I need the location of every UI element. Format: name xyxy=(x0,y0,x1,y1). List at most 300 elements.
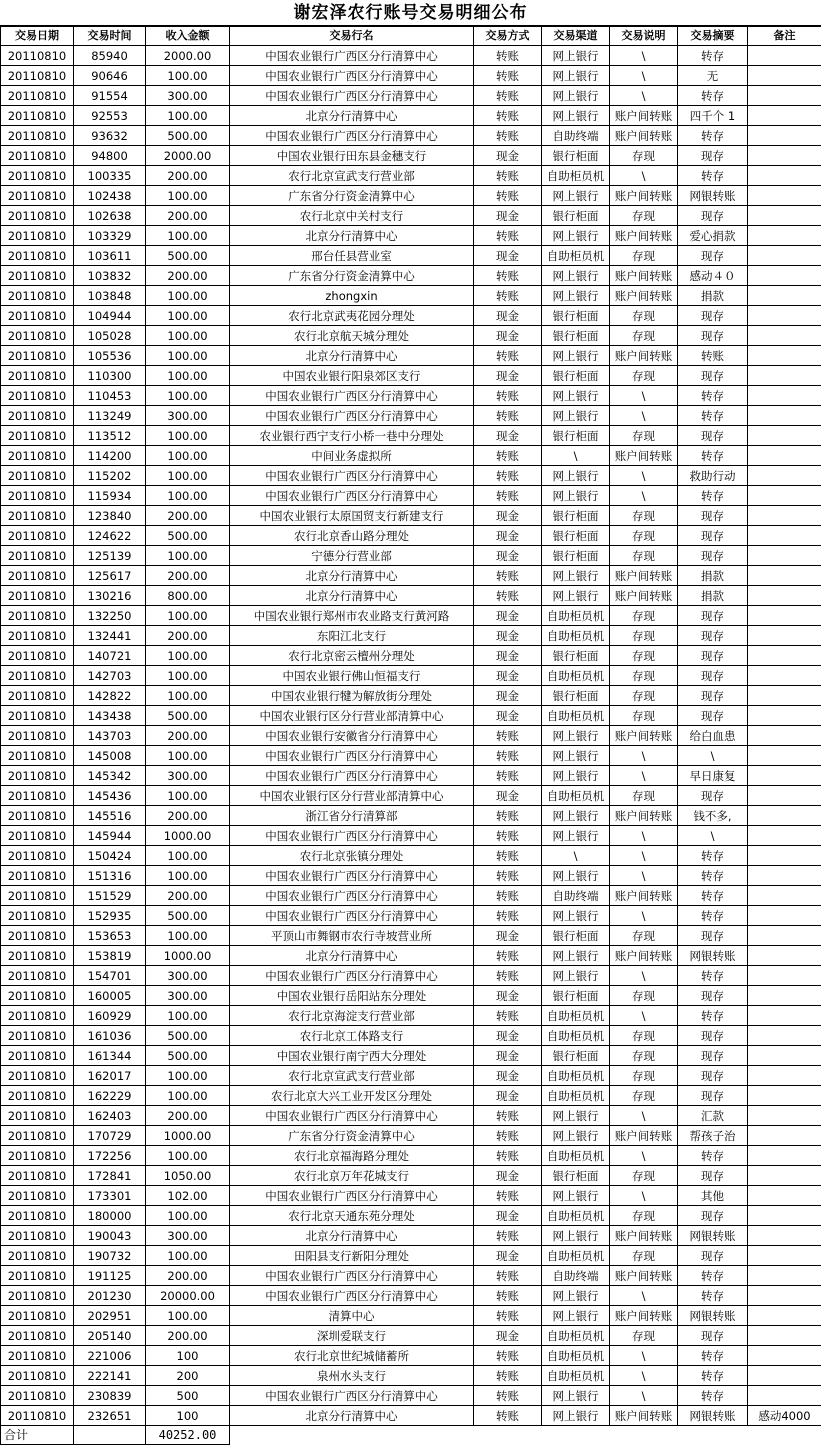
summary-cell: \ xyxy=(678,826,748,846)
channel-cell: 网上银行 xyxy=(542,66,610,86)
table-row xyxy=(1,1286,821,1306)
time-cell: 162017 xyxy=(74,1066,146,1086)
time-cell: 190732 xyxy=(74,1246,146,1266)
channel-cell: 自助柜员机 xyxy=(542,1326,610,1346)
bank-name-cell: 宁德分行营业部 xyxy=(230,546,474,566)
remark-cell xyxy=(748,846,821,866)
method-cell: 转账 xyxy=(474,846,542,866)
date-cell: 20110810 xyxy=(1,1046,74,1066)
channel-cell: \ xyxy=(542,446,610,466)
description-cell: 存现 xyxy=(610,1026,678,1046)
bank-name-cell: 东阳江北支行 xyxy=(230,626,474,646)
summary-cell: 现存 xyxy=(678,926,748,946)
method-cell: 现金 xyxy=(474,506,542,526)
method-cell: 现金 xyxy=(474,786,542,806)
time-cell: 221006 xyxy=(74,1346,146,1366)
amount-cell: 100.00 xyxy=(146,846,230,866)
bank-name-cell: 平顶山市舞钢市农行寺坡营业所 xyxy=(230,926,474,946)
channel-cell: 银行柜面 xyxy=(542,686,610,706)
method-cell: 现金 xyxy=(474,986,542,1006)
amount-cell: 200.00 xyxy=(146,506,230,526)
table-row xyxy=(1,1086,821,1106)
time-cell: 103832 xyxy=(74,266,146,286)
description-cell: \ xyxy=(610,1006,678,1026)
date-cell: 20110810 xyxy=(1,106,74,126)
summary-cell: 现存 xyxy=(678,986,748,1006)
description-cell: 存现 xyxy=(610,326,678,346)
channel-cell: 自助柜员机 xyxy=(542,1086,610,1106)
remark-cell xyxy=(748,606,821,626)
bank-name-cell: 北京分行清算中心 xyxy=(230,1226,474,1246)
amount-cell: 100.00 xyxy=(146,426,230,446)
method-cell: 转账 xyxy=(474,1406,542,1426)
date-cell: 20110810 xyxy=(1,686,74,706)
remark-cell xyxy=(748,266,821,286)
amount-cell: 20000.00 xyxy=(146,1286,230,1306)
description-cell: 存现 xyxy=(610,1066,678,1086)
date-cell: 20110810 xyxy=(1,946,74,966)
bank-name-cell: 北京分行清算中心 xyxy=(230,346,474,366)
method-cell: 现金 xyxy=(474,426,542,446)
description-cell: 账户间转账 xyxy=(610,106,678,126)
amount-cell: 300.00 xyxy=(146,986,230,1006)
description-cell: 存现 xyxy=(610,546,678,566)
channel-cell: 自助柜员机 xyxy=(542,1006,610,1026)
remark-cell xyxy=(748,806,821,826)
channel-cell: 网上银行 xyxy=(542,766,610,786)
bank-name-cell: 中国农业银行广西区分行清算中心 xyxy=(230,866,474,886)
remark-cell xyxy=(748,786,821,806)
date-cell: 20110810 xyxy=(1,1106,74,1126)
time-cell: 114200 xyxy=(74,446,146,466)
method-cell: 转账 xyxy=(474,886,542,906)
date-cell: 20110810 xyxy=(1,1366,74,1386)
summary-cell: 转存 xyxy=(678,866,748,886)
remark-cell xyxy=(748,1106,821,1126)
channel-cell: 网上银行 xyxy=(542,566,610,586)
table-row xyxy=(1,1186,821,1206)
table-row xyxy=(1,266,821,286)
amount-cell: 300.00 xyxy=(146,766,230,786)
channel-cell: 网上银行 xyxy=(542,906,610,926)
table-row xyxy=(1,946,821,966)
amount-cell: 100.00 xyxy=(146,1086,230,1106)
description-cell: 账户间转账 xyxy=(610,566,678,586)
time-cell: 110300 xyxy=(74,366,146,386)
header-date: 交易日期 xyxy=(1,27,74,46)
date-cell: 20110810 xyxy=(1,866,74,886)
summary-cell: 转存 xyxy=(678,1346,748,1366)
bank-name-cell: 北京分行清算中心 xyxy=(230,566,474,586)
table-row xyxy=(1,326,821,346)
summary-cell: 现存 xyxy=(678,1086,748,1106)
remark-cell xyxy=(748,86,821,106)
table-row xyxy=(1,66,821,86)
amount-cell: 1000.00 xyxy=(146,826,230,846)
description-cell: 账户间转账 xyxy=(610,126,678,146)
time-cell: 142703 xyxy=(74,666,146,686)
summary-cell: 转存 xyxy=(678,1266,748,1286)
remark-cell xyxy=(748,346,821,366)
method-cell: 转账 xyxy=(474,766,542,786)
method-cell: 转账 xyxy=(474,1286,542,1306)
date-cell: 20110810 xyxy=(1,66,74,86)
method-cell: 现金 xyxy=(474,686,542,706)
table-row xyxy=(1,1386,821,1406)
channel-cell: 自助柜员机 xyxy=(542,1206,610,1226)
remark-cell xyxy=(748,1266,821,1286)
remark-cell xyxy=(748,1226,821,1246)
bank-name-cell: 农业银行西宁支行小桥一巷中分理处 xyxy=(230,426,474,446)
amount-cell: 100.00 xyxy=(146,346,230,366)
description-cell: 账户间转账 xyxy=(610,946,678,966)
description-cell: \ xyxy=(610,46,678,66)
channel-cell: 自助柜员机 xyxy=(542,706,610,726)
description-cell: \ xyxy=(610,1366,678,1386)
description-cell: \ xyxy=(610,486,678,506)
description-cell: 存现 xyxy=(610,366,678,386)
channel-cell: 网上银行 xyxy=(542,386,610,406)
table-row xyxy=(1,426,821,446)
amount-cell: 500.00 xyxy=(146,1026,230,1046)
remark-cell xyxy=(748,646,821,666)
amount-cell: 1000.00 xyxy=(146,1126,230,1146)
method-cell: 转账 xyxy=(474,126,542,146)
bank-name-cell: 清算中心 xyxy=(230,1306,474,1326)
remark-cell: 感动4000 xyxy=(748,1406,821,1426)
description-cell: 存现 xyxy=(610,666,678,686)
description-cell: \ xyxy=(610,1346,678,1366)
table-row xyxy=(1,1146,821,1166)
table-row xyxy=(1,1126,821,1146)
date-cell: 20110810 xyxy=(1,426,74,446)
description-cell: \ xyxy=(610,166,678,186)
remark-cell xyxy=(748,146,821,166)
channel-cell: 银行柜面 xyxy=(542,926,610,946)
table-row xyxy=(1,926,821,946)
table-row xyxy=(1,206,821,226)
table-row xyxy=(1,1306,821,1326)
channel-cell: 银行柜面 xyxy=(542,526,610,546)
total-empty-cell xyxy=(74,1426,146,1445)
table-row xyxy=(1,806,821,826)
summary-cell: 救助行动 xyxy=(678,466,748,486)
table-row xyxy=(1,786,821,806)
amount-cell: 100.00 xyxy=(146,786,230,806)
table-row xyxy=(1,746,821,766)
amount-cell: 100.00 xyxy=(146,386,230,406)
time-cell: 172256 xyxy=(74,1146,146,1166)
description-cell: 存现 xyxy=(610,526,678,546)
table-row xyxy=(1,1226,821,1246)
remark-cell xyxy=(748,466,821,486)
description-cell: 存现 xyxy=(610,206,678,226)
channel-cell: 网上银行 xyxy=(542,486,610,506)
date-cell: 20110810 xyxy=(1,1126,74,1146)
bank-name-cell: 中间业务虚拟所 xyxy=(230,446,474,466)
description-cell: 账户间转账 xyxy=(610,286,678,306)
table-row xyxy=(1,646,821,666)
time-cell: 145516 xyxy=(74,806,146,826)
channel-cell: 网上银行 xyxy=(542,346,610,366)
description-cell: 账户间转账 xyxy=(610,1306,678,1326)
remark-cell xyxy=(748,486,821,506)
method-cell: 转账 xyxy=(474,1106,542,1126)
remark-cell xyxy=(748,386,821,406)
bank-name-cell: 中国农业银行广西区分行清算中心 xyxy=(230,1286,474,1306)
bank-name-cell: 农行北京航天城分理处 xyxy=(230,326,474,346)
time-cell: 145342 xyxy=(74,766,146,786)
remark-cell xyxy=(748,686,821,706)
summary-cell: 转存 xyxy=(678,86,748,106)
table-row xyxy=(1,466,821,486)
time-cell: 103611 xyxy=(74,246,146,266)
table-row xyxy=(1,726,821,746)
time-cell: 161344 xyxy=(74,1046,146,1066)
summary-cell: 现存 xyxy=(678,606,748,626)
table-row xyxy=(1,706,821,726)
table-row xyxy=(1,386,821,406)
channel-cell: 银行柜面 xyxy=(542,1046,610,1066)
description-cell: \ xyxy=(610,746,678,766)
bank-name-cell: 中国农业银行广西区分行清算中心 xyxy=(230,886,474,906)
date-cell: 20110810 xyxy=(1,286,74,306)
bank-name-cell: 浙江省分行清算部 xyxy=(230,806,474,826)
table-row xyxy=(1,546,821,566)
bank-name-cell: 农行北京福海路分理处 xyxy=(230,1146,474,1166)
channel-cell: 银行柜面 xyxy=(542,506,610,526)
remark-cell xyxy=(748,1366,821,1386)
remark-cell xyxy=(748,1386,821,1406)
table-row xyxy=(1,1406,821,1426)
method-cell: 转账 xyxy=(474,586,542,606)
date-cell: 20110810 xyxy=(1,1386,74,1406)
time-cell: 180000 xyxy=(74,1206,146,1226)
remark-cell xyxy=(748,1186,821,1206)
method-cell: 现金 xyxy=(474,246,542,266)
date-cell: 20110810 xyxy=(1,1006,74,1026)
description-cell: 存现 xyxy=(610,646,678,666)
method-cell: 转账 xyxy=(474,946,542,966)
description-cell: 账户间转账 xyxy=(610,726,678,746)
bank-name-cell: 农行北京天通东苑分理处 xyxy=(230,1206,474,1226)
amount-cell: 100.00 xyxy=(146,686,230,706)
amount-cell: 200.00 xyxy=(146,166,230,186)
date-cell: 20110810 xyxy=(1,846,74,866)
amount-cell: 2000.00 xyxy=(146,46,230,66)
remark-cell xyxy=(748,666,821,686)
channel-cell: 自助柜员机 xyxy=(542,606,610,626)
description-cell: 账户间转账 xyxy=(610,266,678,286)
date-cell: 20110810 xyxy=(1,806,74,826)
bank-name-cell: 农行北京宣武支行营业部 xyxy=(230,1066,474,1086)
summary-cell: 汇款 xyxy=(678,1106,748,1126)
bank-name-cell: 中国农业银行区分行营业部清算中心 xyxy=(230,706,474,726)
summary-cell: 现存 xyxy=(678,306,748,326)
time-cell: 154701 xyxy=(74,966,146,986)
table-row xyxy=(1,246,821,266)
date-cell: 20110810 xyxy=(1,546,74,566)
method-cell: 转账 xyxy=(474,1306,542,1326)
time-cell: 151529 xyxy=(74,886,146,906)
time-cell: 152935 xyxy=(74,906,146,926)
bank-name-cell: 邢台任县营业室 xyxy=(230,246,474,266)
channel-cell: 网上银行 xyxy=(542,866,610,886)
summary-cell: 转存 xyxy=(678,966,748,986)
channel-cell: 网上银行 xyxy=(542,1226,610,1246)
amount-cell: 100 xyxy=(146,1346,230,1366)
description-cell: 账户间转账 xyxy=(610,446,678,466)
bank-name-cell: 中国农业银行广西区分行清算中心 xyxy=(230,66,474,86)
date-cell: 20110810 xyxy=(1,206,74,226)
time-cell: 124622 xyxy=(74,526,146,546)
table-row xyxy=(1,1166,821,1186)
time-cell: 222141 xyxy=(74,1366,146,1386)
channel-cell: 银行柜面 xyxy=(542,146,610,166)
method-cell: 现金 xyxy=(474,546,542,566)
date-cell: 20110810 xyxy=(1,1326,74,1346)
amount-cell: 100.00 xyxy=(146,606,230,626)
date-cell: 20110810 xyxy=(1,366,74,386)
description-cell: 存现 xyxy=(610,926,678,946)
summary-cell: 转存 xyxy=(678,846,748,866)
summary-cell: 现存 xyxy=(678,626,748,646)
amount-cell: 102.00 xyxy=(146,1186,230,1206)
amount-cell: 500.00 xyxy=(146,1046,230,1066)
description-cell: 存现 xyxy=(610,986,678,1006)
date-cell: 20110810 xyxy=(1,126,74,146)
amount-cell: 100.00 xyxy=(146,466,230,486)
sheet-title: 谢宏泽农行账号交易明细公布 xyxy=(0,0,821,26)
summary-cell: 转存 xyxy=(678,886,748,906)
channel-cell: 自助柜员机 xyxy=(542,1246,610,1266)
amount-cell: 100.00 xyxy=(146,446,230,466)
description-cell: 存现 xyxy=(610,306,678,326)
summary-cell: 现存 xyxy=(678,1066,748,1086)
date-cell: 20110810 xyxy=(1,986,74,1006)
method-cell: 转账 xyxy=(474,486,542,506)
method-cell: 现金 xyxy=(474,1026,542,1046)
date-cell: 20110810 xyxy=(1,826,74,846)
summary-cell: 爱心捐款 xyxy=(678,226,748,246)
total-row xyxy=(1,1426,821,1445)
time-cell: 201230 xyxy=(74,1286,146,1306)
bank-name-cell: 中国农业银行广西区分行清算中心 xyxy=(230,486,474,506)
method-cell: 现金 xyxy=(474,366,542,386)
date-cell: 20110810 xyxy=(1,1026,74,1046)
table-row xyxy=(1,826,821,846)
method-cell: 现金 xyxy=(474,646,542,666)
method-cell: 转账 xyxy=(474,1366,542,1386)
table-row xyxy=(1,126,821,146)
bank-name-cell: 农行北京宣武支行营业部 xyxy=(230,166,474,186)
date-cell: 20110810 xyxy=(1,886,74,906)
description-cell: 存现 xyxy=(610,1166,678,1186)
bank-name-cell: 田阳县支行新阳分理处 xyxy=(230,1246,474,1266)
transaction-table xyxy=(0,26,821,1445)
amount-cell: 200.00 xyxy=(146,566,230,586)
description-cell: \ xyxy=(610,826,678,846)
description-cell: 存现 xyxy=(610,146,678,166)
summary-cell: 转存 xyxy=(678,166,748,186)
method-cell: 转账 xyxy=(474,1126,542,1146)
channel-cell: 银行柜面 xyxy=(542,306,610,326)
date-cell: 20110810 xyxy=(1,346,74,366)
method-cell: 转账 xyxy=(474,46,542,66)
table-row xyxy=(1,146,821,166)
bank-name-cell: 中国农业银行郑州市农业路支行黄河路 xyxy=(230,606,474,626)
time-cell: 105536 xyxy=(74,346,146,366)
date-cell: 20110810 xyxy=(1,186,74,206)
time-cell: 90646 xyxy=(74,66,146,86)
table-row xyxy=(1,506,821,526)
date-cell: 20110810 xyxy=(1,1306,74,1326)
table-row xyxy=(1,1106,821,1126)
summary-cell: 转存 xyxy=(678,406,748,426)
remark-cell xyxy=(748,406,821,426)
remark-cell xyxy=(748,246,821,266)
description-cell: 存现 xyxy=(610,1206,678,1226)
method-cell: 转账 xyxy=(474,446,542,466)
description-cell: 存现 xyxy=(610,426,678,446)
method-cell: 现金 xyxy=(474,146,542,166)
table-row xyxy=(1,406,821,426)
date-cell: 20110810 xyxy=(1,906,74,926)
time-cell: 145944 xyxy=(74,826,146,846)
date-cell: 20110810 xyxy=(1,86,74,106)
channel-cell: 银行柜面 xyxy=(542,206,610,226)
summary-cell: 网银转账 xyxy=(678,1306,748,1326)
channel-cell: 银行柜面 xyxy=(542,1166,610,1186)
header-row xyxy=(1,27,821,46)
amount-cell: 800.00 xyxy=(146,586,230,606)
header-remark: 备注 xyxy=(748,27,821,46)
time-cell: 230839 xyxy=(74,1386,146,1406)
date-cell: 20110810 xyxy=(1,566,74,586)
table-row xyxy=(1,686,821,706)
channel-cell: 自助柜员机 xyxy=(542,1026,610,1046)
method-cell: 现金 xyxy=(474,1246,542,1266)
table-row xyxy=(1,1326,821,1346)
amount-cell: 100 xyxy=(146,1406,230,1426)
date-cell: 20110810 xyxy=(1,786,74,806)
bank-name-cell: 中国农业银行广西区分行清算中心 xyxy=(230,46,474,66)
remark-cell xyxy=(748,826,821,846)
remark-cell xyxy=(748,1246,821,1266)
method-cell: 现金 xyxy=(474,1066,542,1086)
summary-cell: 捐款 xyxy=(678,566,748,586)
time-cell: 202951 xyxy=(74,1306,146,1326)
date-cell: 20110810 xyxy=(1,1206,74,1226)
remark-cell xyxy=(748,46,821,66)
time-cell: 94800 xyxy=(74,146,146,166)
channel-cell: 银行柜面 xyxy=(542,546,610,566)
time-cell: 160005 xyxy=(74,986,146,1006)
description-cell: \ xyxy=(610,66,678,86)
description-cell: 存现 xyxy=(610,606,678,626)
bank-name-cell: 农行北京中关村支行 xyxy=(230,206,474,226)
remark-cell xyxy=(748,506,821,526)
time-cell: 190043 xyxy=(74,1226,146,1246)
bank-name-cell: 中国农业银行广西区分行清算中心 xyxy=(230,826,474,846)
description-cell: \ xyxy=(610,966,678,986)
description-cell: \ xyxy=(610,1146,678,1166)
channel-cell: 网上银行 xyxy=(542,806,610,826)
amount-cell: 1050.00 xyxy=(146,1166,230,1186)
description-cell: 账户间转账 xyxy=(610,226,678,246)
summary-cell: 现存 xyxy=(678,366,748,386)
remark-cell xyxy=(748,1006,821,1026)
